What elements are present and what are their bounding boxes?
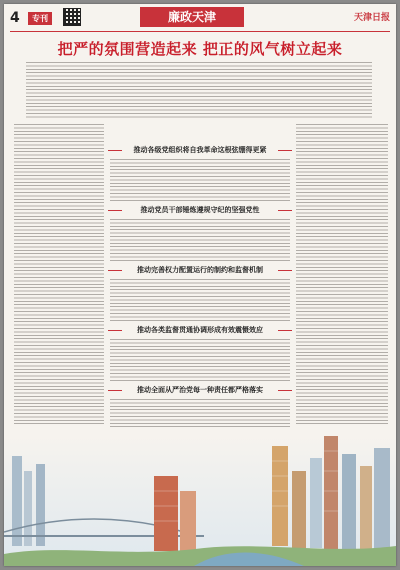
qr-code-icon <box>64 9 80 25</box>
article-block-4 <box>110 339 290 381</box>
article-column-right <box>296 124 388 424</box>
section-heading-4: 推动各类监督贯通协调形成有效震慑效应 <box>108 324 292 336</box>
paper-logo: 天津日报 <box>353 13 390 23</box>
section-heading-5: 推动全面从严治党每一种责任都严格落实 <box>108 384 292 396</box>
masthead-divider <box>10 31 390 32</box>
masthead <box>4 4 396 32</box>
article-block-2 <box>110 219 290 261</box>
article-column-left <box>14 124 104 424</box>
page-headline: 把严的氛围营造起来 把正的风气树立起来 <box>57 40 343 58</box>
section-tag: 专刊 <box>28 12 52 25</box>
section-heading-3: 推动完善权力配置运行的制约和监督机制 <box>108 264 292 276</box>
lead-paragraph <box>26 62 372 118</box>
article-block-1 <box>110 159 290 201</box>
page-number: 4 <box>10 10 20 26</box>
column-title: 廉政天津 <box>140 7 244 27</box>
article-block-3 <box>110 279 290 321</box>
article-block-5 <box>110 399 290 429</box>
newspaper-page <box>4 4 396 566</box>
section-heading-1: 推动各级党组织将自我革命这根弦绷得更紧 <box>108 144 292 156</box>
city-skyline-illustration <box>4 436 396 566</box>
section-heading-2: 推动党员干部锤炼遵规守纪的坚强党性 <box>108 204 292 216</box>
